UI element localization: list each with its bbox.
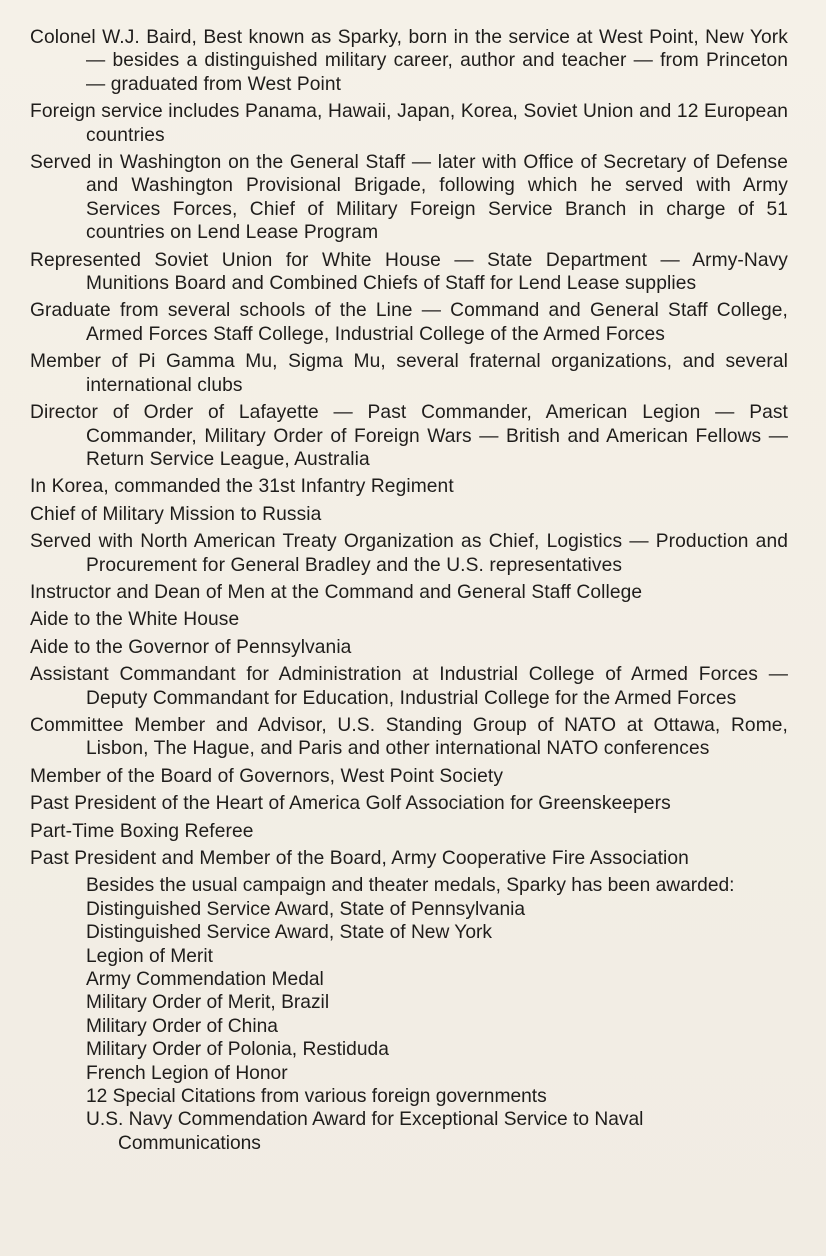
biography-entry: Director of Order of Lafayette — Past Commander, American Legion — Past Commander, Military Order of Foreign Wars — British and American Fellows — Return Service League, Australia [30,402,788,470]
biography-entry: Past President and Member of the Board, Army Cooperative Fire Association [30,848,689,869]
biography-entry: Foreign service includes Panama, Hawaii, Japan, Korea, Soviet Union and 12 European countries [30,101,788,146]
biography-entry: Member of the Board of Governors, West Point Society [30,765,504,787]
biography-entry: Aide to the Governor of Pennsylvania [30,636,352,658]
award-item: Army Commendation Medal [86,969,324,991]
biography-entry: Served in Washington on the General Staff — later with Office of Secretary of Defense and Washington Provisional Brigade, following which he served with Army Services Forces, Chief of Military Foreign Service Branch in charge of 51 countries on Lend Lease Program [30,152,788,244]
biography-entry: In Korea, commanded the 31st Infantry Regiment [30,476,454,498]
award-item: Military Order of Polonia, Restiduda [86,1039,389,1061]
awards-section [30,874,788,1155]
biography-entry: Member of Pi Gamma Mu, Sigma Mu, several fraternal organizations, and several international clubs [30,351,788,396]
biography-entry: Past President of the Heart of America Golf Association for Greenskeepers [30,793,671,815]
biography-entry: Colonel W.J. Baird, Best known as Sparky, born in the service at West Point, New York — besides a distinguished military career, author and teacher — from Princeton — graduated from West Point [30,27,788,95]
award-item: French Legion of Honor [86,1062,288,1084]
award-item: 12 Special Citations from various foreign governments [86,1086,547,1108]
biography-entry: Part-Time Boxing Referee [30,820,254,842]
biography-entry: Instructor and Dean of Men at the Command and General Staff College [30,581,643,603]
biography-entry: Graduate from several schools of the Line — Command and General Staff College, Armed Forces Staff College, Industrial College of the Armed Forces [30,300,788,345]
award-item: Legion of Merit [86,945,213,967]
biography-entry-list [30,26,788,870]
award-item: Military Order of China [86,1015,278,1037]
biography-entry: Represented Soviet Union for White House — State Department — Army-Navy Munitions Board and Combined Chiefs of Staff for Lend Lease supplies [30,249,788,295]
biography-entry: Assistant Commandant for Administration at Industrial College of Armed Forces — Deputy Commandant for Education, Industrial College for the Armed Forces [30,664,788,709]
biography-entry: Chief of Military Mission to Russia [30,503,322,525]
biography-entry: Aide to the White House [30,609,240,631]
awards-intro: Besides the usual campaign and theater medals, Sparky has been awarded: [86,875,735,897]
biography-entry: Served with North American Treaty Organization as Chief, Logistics — Production and Procurement for General Bradley and the U.S. representatives [30,531,788,576]
award-item: U.S. Navy Commendation Award for Exceptional Service to Naval Communications [86,1109,644,1154]
award-item: Distinguished Service Award, State of New York [86,922,492,944]
award-item: Military Order of Merit, Brazil [86,992,330,1014]
awards-list [86,898,788,1155]
award-item: Distinguished Service Award, State of Pennsylvania [86,898,526,920]
biography-entry: Committee Member and Advisor, U.S. Standing Group of NATO at Ottawa, Rome, Lisbon, The Hague, and Paris and other international NATO conferences [30,714,788,760]
